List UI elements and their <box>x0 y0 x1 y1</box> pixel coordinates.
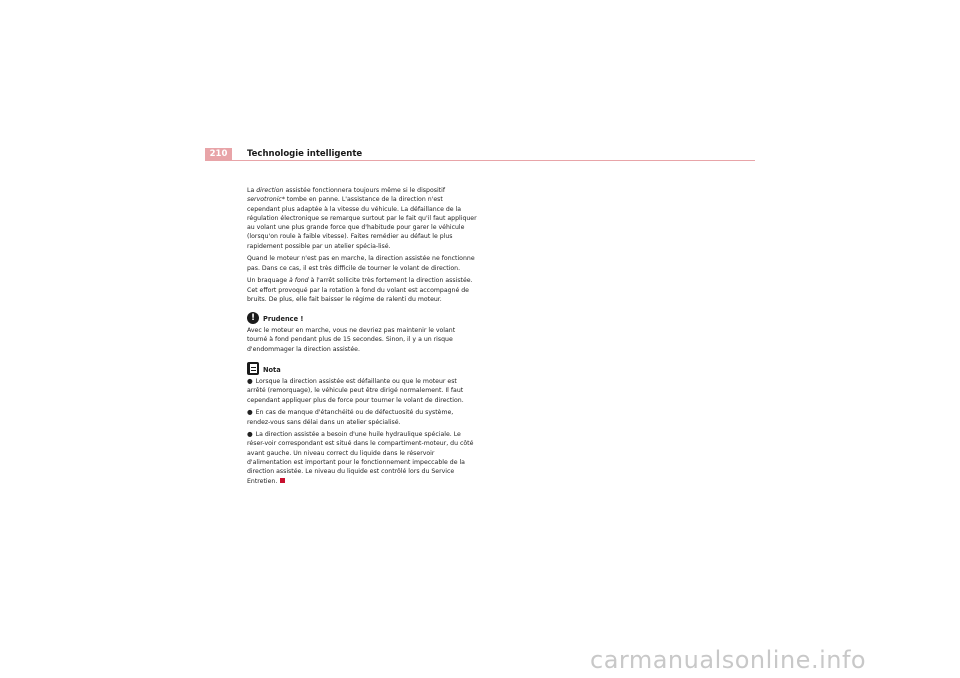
warning-heading <box>247 312 477 324</box>
note-item: ● En cas de manque d'étanchéité ou de défectuosité du système, rendez-vous sans délai dans un atelier spécialisé. <box>247 408 454 426</box>
bullet-icon: ● <box>247 377 253 386</box>
paragraph-full-lock: Un braquage à fond à l'arrêt sollicite très fortement la direction assistée. Cet effort provoqué par la rotation à fond du volant est accompagné de bruits. De plus, elle fait baisser le régime de ralenti du moteur. <box>247 277 473 303</box>
page-number: 210 <box>205 148 232 161</box>
bullet-icon: ● <box>247 430 253 439</box>
paragraph-servotronic: La direction assistée fonctionnera toujours même si le dispositif servotronic* tombe en panne. L'assistance de la direction n'est cependant plus adaptée à la vitesse du véhicule. La défaillance de la régulation électronique se remarque surtout par le fait qu'il faut appliquer au volant une plus grande force que d'habitude pour garer le véhicule (lorsqu'on roule à faible vitesse). Faites remédier au défaut le plus rapidement possible par un atelier spécia-lisé. <box>247 187 477 250</box>
end-of-section-icon <box>280 478 285 483</box>
watermark: carmanualsonline.info <box>590 646 867 674</box>
warning-icon: ! <box>247 312 259 324</box>
warning-text: Avec le moteur en marche, vous ne devriez pas maintenir le volant tourné à fond pendant plus de 15 secondes. Sinon, il y a un risque d'endommager la direction assistée. <box>247 327 456 353</box>
note-item: ● Lorsque la direction assistée est défaillante ou que le moteur est arrêté (remorquage), le véhicule peut être dirigé normalement. Il faut cependant appliquer plus de force pour tourner le volant de direction. <box>247 377 464 404</box>
main-content <box>247 186 477 489</box>
warning-title: Prudence ! <box>263 314 304 323</box>
section-title: Technologie intelligente <box>247 149 363 159</box>
page-header <box>205 148 755 161</box>
note-title: Nota <box>263 365 281 374</box>
note-heading <box>247 362 477 375</box>
bullet-icon: ● <box>247 408 253 417</box>
note-item: ● La direction assistée a besoin d'une huile hydraulique spéciale. Le réser-voir correspondant est situé dans le compartiment-moteur, du côté avant gauche. Un niveau correct du liquide dans le réservoir d'alimentation est important pour le fonctionnement impeccable de la direction assistée. Le niveau du liquide est contrôlé lors du Service Entretien. <box>247 430 474 485</box>
header-divider <box>232 160 755 161</box>
paragraph-engine-off: Quand le moteur n'est pas en marche, la direction assistée ne fonctionne pas. Dans ce cas, il est très difficile de tourner le volant de direction. <box>247 255 475 272</box>
note-icon <box>247 362 259 375</box>
